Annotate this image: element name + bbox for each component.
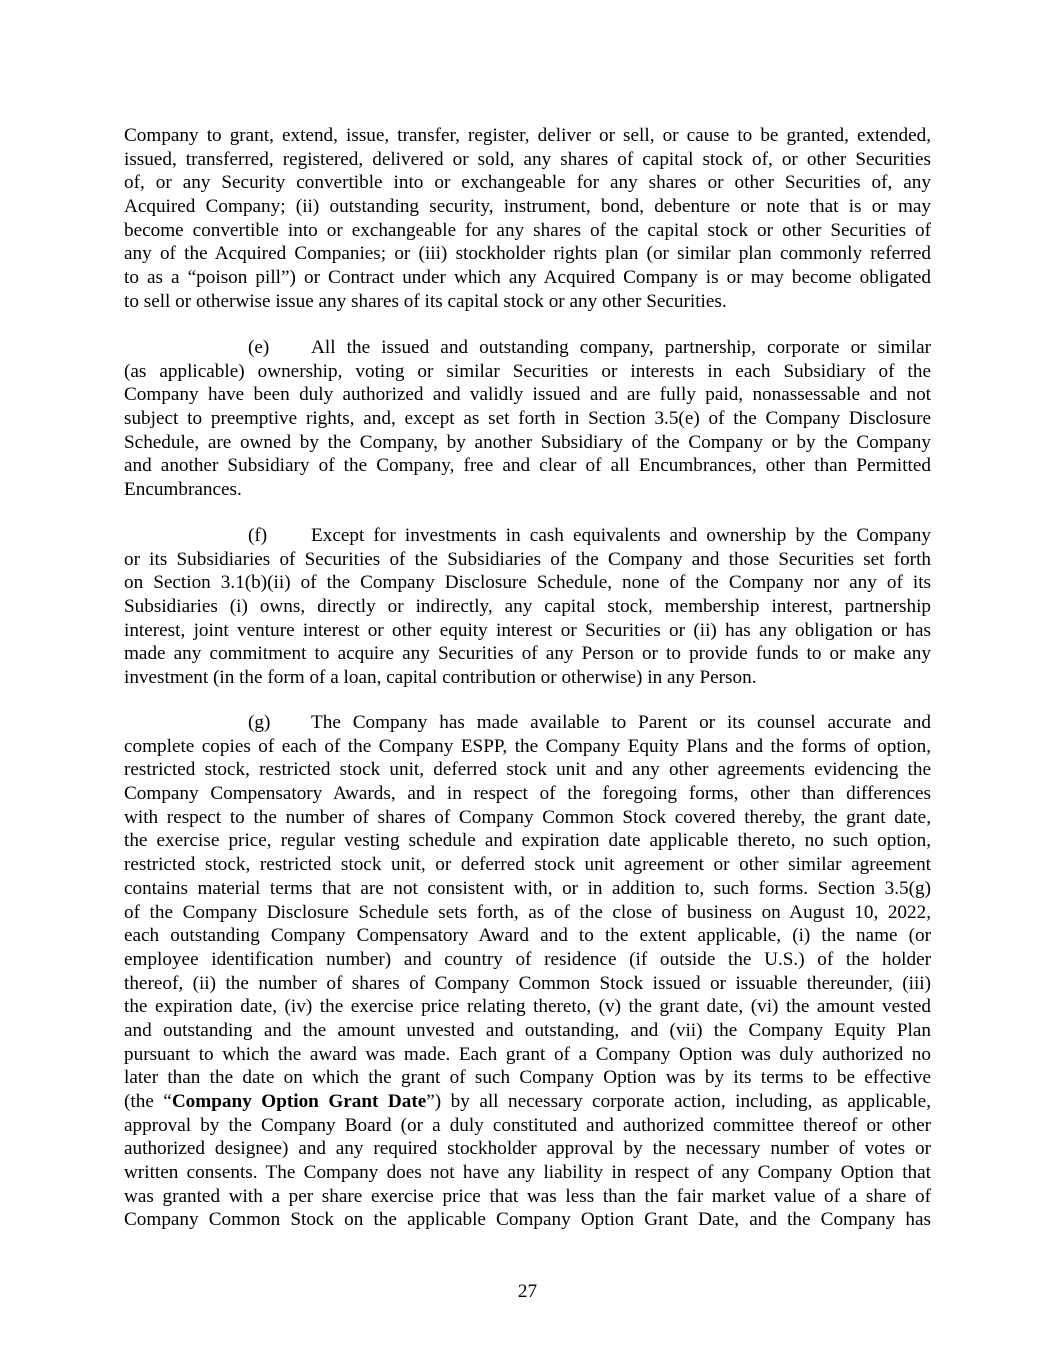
text-line: Acquired Company; (ii) outstanding security, instrument, bond, debenture or note that is or may (124, 196, 931, 218)
paragraph-e (124, 336, 931, 502)
text-line: Subsidiaries (i) owns, directly or indirectly, any capital stock, membership interest, partnership (124, 596, 931, 618)
text-line: complete copies of each of the Company ESPP, the Company Equity Plans and the forms of option, (124, 735, 931, 757)
text-line-content: The Company has made available to Parent or its counsel accurate and (311, 712, 931, 733)
text-line-content: Except for investments in cash equivalents and ownership by the Company (311, 525, 931, 546)
text-line: on Section 3.1(b)(ii) of the Company Disclosure Schedule, none of the Company nor any of its (124, 572, 931, 594)
text-line: the expiration date, (iv) the exercise price relating thereto, (v) the grant date, (vi) the amount vested (124, 996, 931, 1018)
text-line: the exercise price, regular vesting schedule and expiration date applicable thereto, no such option, (124, 830, 931, 852)
text-line: was granted with a per share exercise price that was less than the fair market value of a share of (124, 1185, 931, 1207)
text-line: issued, transferred, registered, delivered or sold, any shares of capital stock of, or other Securities (124, 148, 931, 170)
text-line-content: All the issued and outstanding company, partnership, corporate or similar (311, 337, 931, 358)
paragraph-label: (e) (248, 337, 270, 358)
text-line: investment (in the form of a loan, capital contribution or otherwise) in any Person. (124, 667, 757, 689)
defined-term-suffix: ”) by all necessary corporate action, including, as applicable, (426, 1091, 931, 1112)
text-line: each outstanding Company Compensatory Award and to the extent applicable, (i) the name (or (124, 925, 931, 947)
text-line: (as applicable) ownership, voting or similar Securities or interests in each Subsidiary of the (124, 360, 931, 382)
text-line: thereof, (ii) the number of shares of Company Common Stock issued or issuable thereunder, (iii) (124, 972, 931, 994)
text-line: Company to grant, extend, issue, transfer, register, deliver or sell, or cause to be granted, extended, (124, 125, 931, 146)
paragraph-label: (f) (248, 525, 268, 546)
text-line-defined-term (124, 1090, 931, 1114)
defined-term-prefix: (the “ (124, 1091, 172, 1112)
text-line: restricted stock, restricted stock unit, deferred stock unit and any other agreements evidencing the (124, 759, 931, 781)
text-line: and outstanding and the amount unvested and outstanding, and (vii) the Company Equity Plan (124, 1019, 931, 1041)
text-line: and another Subsidiary of the Company, free and clear of all Encumbrances, other than Permitted (124, 455, 931, 477)
text-line: Schedule, are owned by the Company, by another Subsidiary of the Company or by the Company (124, 431, 931, 453)
defined-term: Company Option Grant Date (171, 1091, 427, 1112)
text-line: Company Compensatory Awards, and in respect of the foregoing forms, other than differences (124, 783, 931, 805)
text-line: written consents. The Company does not have any liability in respect of any Company Option that (124, 1162, 931, 1184)
text-line: later than the date on which the grant of such Company Option was by its terms to be effective (124, 1067, 931, 1089)
text-line: contains material terms that are not consistent with, or in addition to, such forms. Section 3.5(g) (124, 877, 931, 899)
text-line-first (124, 711, 931, 735)
paragraph-label: (g) (248, 712, 271, 733)
page-number: 27 (517, 1281, 538, 1302)
text-line: of, or any Security convertible into or exchangeable for any shares or other Securities of, any (124, 172, 931, 194)
text-line: with respect to the number of shares of Company Common Stock covered thereby, the grant date, (124, 806, 931, 828)
text-line-first (124, 336, 931, 360)
text-line: to as a “poison pill”) or Contract under which any Acquired Company is or may become obligated (124, 267, 931, 289)
text-line: restricted stock, restricted stock unit, or deferred stock unit agreement or other similar agreement (124, 854, 931, 876)
paragraph-d-continuation (124, 124, 931, 314)
text-line: to sell or otherwise issue any shares of its capital stock or any other Securities. (124, 290, 727, 312)
paragraph-f (124, 524, 931, 690)
text-line: Company have been duly authorized and validly issued and are fully paid, nonassessable and not (124, 384, 931, 406)
text-line: pursuant to which the award was made. Each grant of a Company Option was duly authorized no (124, 1043, 931, 1065)
text-line: employee identification number) and country of residence (if outside the U.S.) of the holder (124, 948, 931, 970)
text-line: any of the Acquired Companies; or (iii) stockholder rights plan (or similar plan commonly referred (124, 243, 931, 265)
text-line: of the Company Disclosure Schedule sets forth, as of the close of business on August 10, 2022, (124, 901, 931, 923)
text-line-first (124, 524, 931, 548)
text-line: made any commitment to acquire any Securities of any Person or to provide funds to or make any (124, 643, 931, 665)
text-line: subject to preemptive rights, and, except as set forth in Section 3.5(e) of the Company Disclosure (124, 408, 931, 430)
text-line: become convertible into or exchangeable for any shares of the capital stock or other Securities of (124, 219, 931, 241)
text-line: approval by the Company Board (or a duly constituted and authorized committee thereof or other (124, 1114, 931, 1136)
text-line: interest, joint venture interest or other equity interest or Securities or (ii) has any obligation or has (124, 619, 931, 641)
paragraph-g (124, 711, 931, 1232)
text-line: authorized designee) and any required stockholder approval by the necessary number of votes or (124, 1138, 931, 1160)
text-line: or its Subsidiaries of Securities of the Subsidiaries of the Company and those Securities set forth (124, 548, 931, 570)
text-line: Encumbrances. (124, 479, 242, 501)
text-line: Company Common Stock on the applicable Company Option Grant Date, and the Company has (124, 1209, 931, 1231)
